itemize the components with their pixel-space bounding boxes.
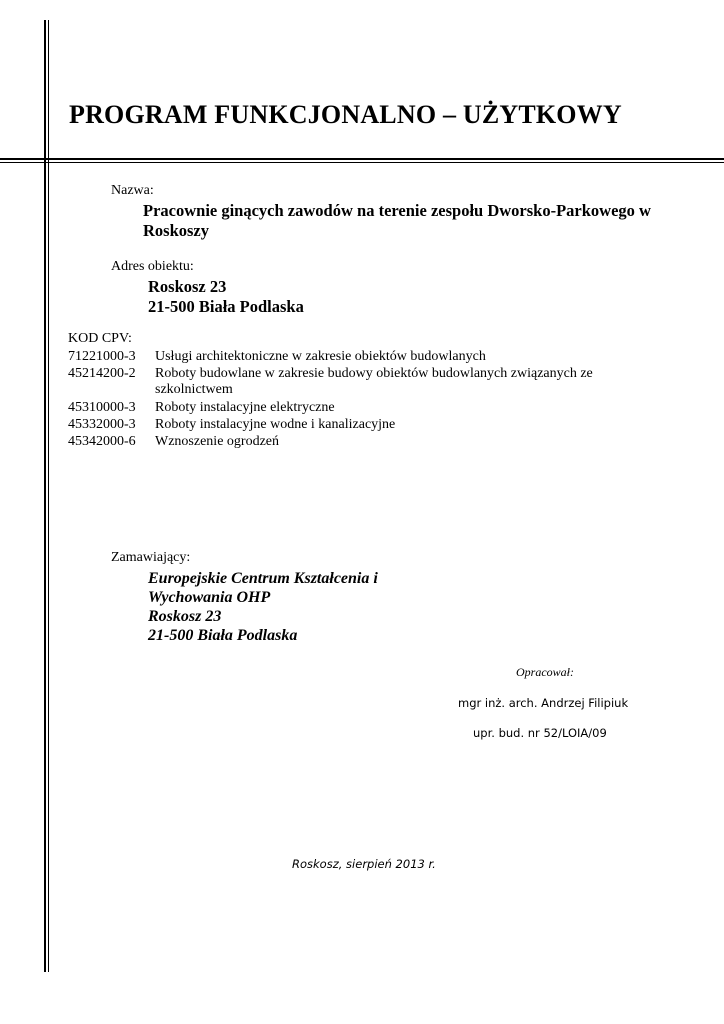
place-date: Roskosz, sierpień 2013 r. — [292, 857, 436, 871]
cpv-code: 71221000-3 — [68, 349, 136, 364]
horizontal-border-line — [0, 158, 724, 160]
client-line1: Europejskie Centrum Kształcenia i — [148, 570, 378, 587]
cpv-code: 45332000-3 — [68, 417, 136, 432]
cpv-description: Roboty instalacyjne wodne i kanalizacyjne — [155, 417, 396, 432]
prepared-by-label: Opracował: — [516, 665, 574, 679]
cpv-description: Roboty budowlane w zakresie budowy obiektów budowlanych związanych ze szkolnictwem — [155, 366, 593, 397]
document-title: PROGRAM FUNKCJONALNO – UŻYTKOWY — [69, 100, 622, 129]
address-label: Adres obiektu: — [111, 259, 194, 274]
license-number: upr. bud. nr 52/LOIA/09 — [473, 726, 607, 740]
address-line2: 21-500 Biała Podlaska — [148, 297, 304, 316]
client-line4: 21-500 Biała Podlaska — [148, 627, 298, 644]
cpv-description: Wznoszenie ogrodzeń — [155, 434, 279, 449]
cpv-code: 45214200-2 — [68, 366, 136, 381]
project-name-line1: Pracownie ginących zawodów na terenie zespołu Dworsko-Parkowego w — [143, 201, 651, 220]
client-line2: Wychowania OHP — [148, 589, 271, 606]
name-label: Nazwa: — [111, 183, 154, 198]
cpv-description: Usługi architektoniczne w zakresie obiektów budowlanych — [155, 349, 486, 364]
client-label: Zamawiający: — [111, 550, 191, 565]
author-name: mgr inż. arch. Andrzej Filipiuk — [458, 696, 629, 710]
cpv-code: 45310000-3 — [68, 400, 136, 415]
client-line3: Roskosz 23 — [148, 608, 222, 625]
cpv-label: KOD CPV: — [68, 331, 132, 346]
cpv-code: 45342000-6 — [68, 434, 136, 449]
cpv-description: Roboty instalacyjne elektryczne — [155, 400, 335, 415]
address-line1: Roskosz 23 — [148, 277, 227, 296]
project-name-line2: Roskoszy — [143, 221, 210, 240]
horizontal-border-line-thin — [0, 162, 724, 163]
